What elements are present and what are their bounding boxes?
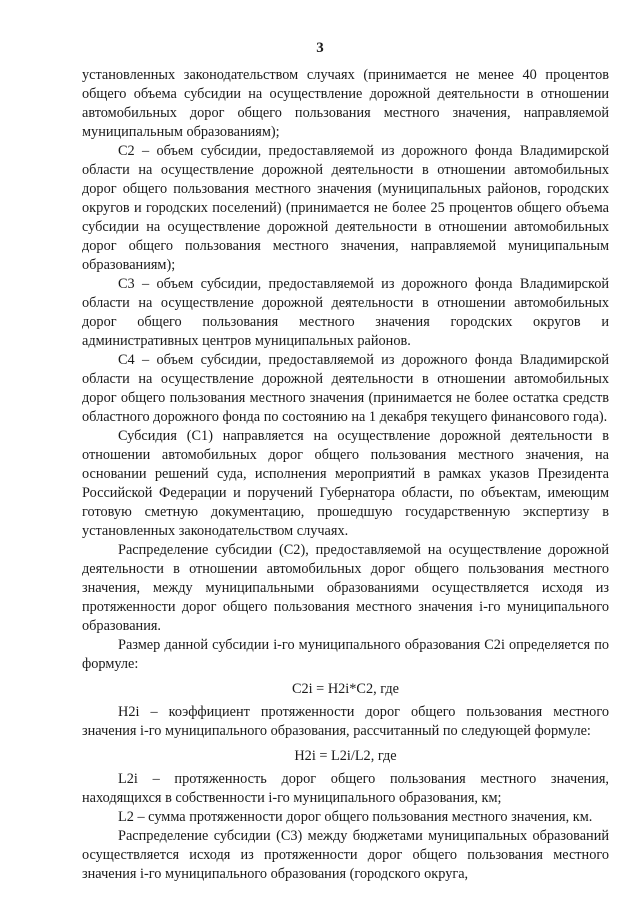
paragraph-l2-definition: L2 – сумма протяженности дорог общего пользования местного значения, км. (118, 809, 593, 825)
paragraph-continuation: установленных законодательством случаях (принимается не менее 40 процентов общего объема субсидии на осуществление дорожной деятельности в отношении автомобильных дорог общего пользования местного значения, направляемой муниципальным образованиям); (82, 67, 609, 140)
paragraph-c1-subsidy: Субсидия (С1) направляется на осуществление дорожной деятельности в отношении автомобильных дорог общего пользования местного значения, на основании решений суда, исполнения мероприятий в рамках указов Президента Российской Федерации и поручений Губернатора области, по объектам, имеющим готовую сметную документацию, прошедшую государственную экспертизу в установленных законодательством случаях. (82, 428, 609, 539)
document-body (82, 66, 609, 884)
paragraph-c2-distribution: Распределение субсидии (С2), предоставляемой на осуществление дорожной деятельности в отношении автомобильных дорог общего пользования местного значения, между муниципальными образованиями осуществляется исходя из протяженности дорог общего пользования местного значения i-го муниципального образования. (82, 542, 609, 634)
paragraph-l2i-definition: L2i – протяженность дорог общего пользования местного значения, находящихся в собственности i-го муниципального образования, км; (82, 771, 609, 806)
paragraph-c3-distribution: Распределение субсидии (С3) между бюджетами муниципальных образований осуществляется исходя из протяженности дорог общего пользования местного значения i-го муниципального образования (городского округа, (82, 828, 609, 882)
paragraph-c4-definition: С4 – объем субсидии, предоставляемой из дорожного фонда Владимирской области на осуществление дорожной деятельности в отношении автомобильных дорог общего пользования местного значения (принимается не более остатка средств областного дорожного фонда по состоянию на 1 декабря текущего финансового года). (82, 352, 609, 425)
formula-h2i: Н2i = L2i/L2, где (294, 748, 397, 764)
formula-c2i: С2i = Н2i*С2, где (291, 681, 400, 697)
paragraph-c2i-size: Размер данной субсидии i-го муниципального образования С2i определяется по формуле: (82, 637, 609, 672)
page-number: 3 (316, 40, 324, 56)
paragraph-c2-definition: С2 – объем субсидии, предоставляемой из дорожного фонда Владимирской области на осуществление дорожной деятельности в отношении автомобильных дорог общего пользования местного значения (муниципальных районов, городских округов и городских поселений) (принимается не более 25 процентов общего объема субсидии на осуществление дорожной деятельности в отношении автомобильных дорог общего пользования местного значения, направляемой муниципальным образованиям); (82, 143, 609, 273)
paragraph-h2i-definition: Н2i – коэффициент протяженности дорог общего пользования местного значения i-го муниципального образования, рассчитанный по следующей формуле: (82, 704, 609, 739)
paragraph-c3-definition: С3 – объем субсидии, предоставляемой из дорожного фонда Владимирской области на осуществление дорожной деятельности в отношении автомобильных дорог общего пользования местного значения городских округов и административных центров муниципальных районов. (82, 276, 609, 349)
